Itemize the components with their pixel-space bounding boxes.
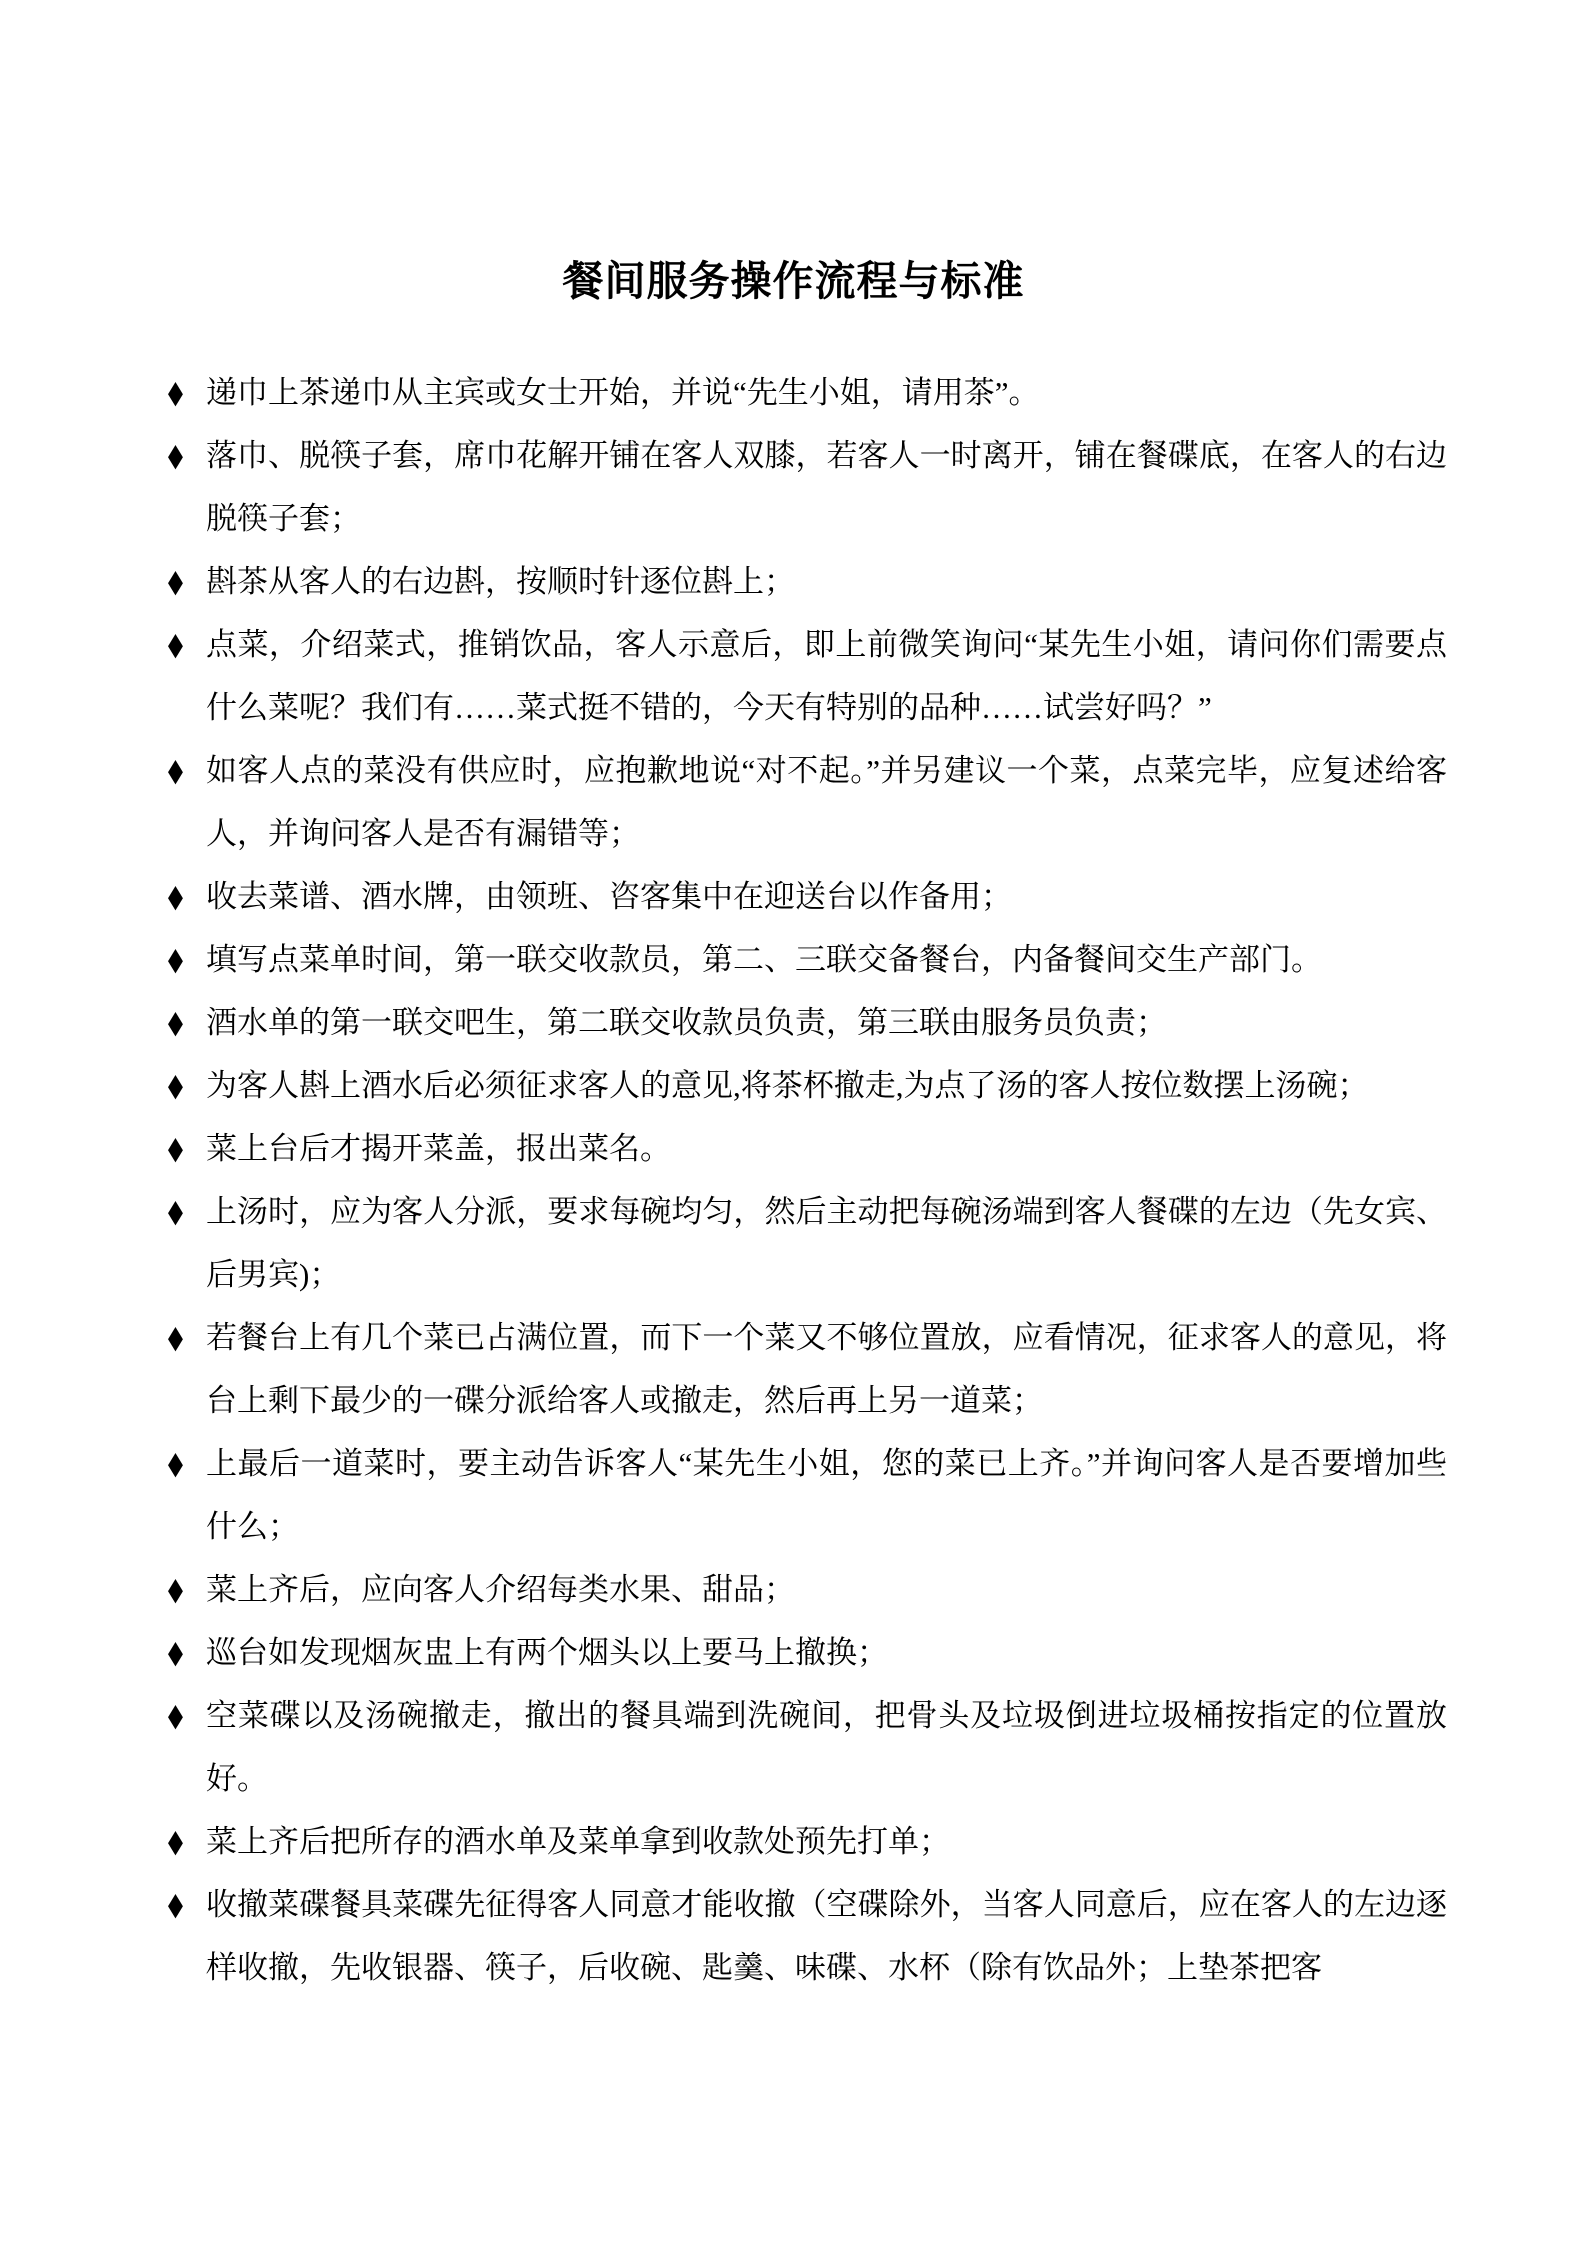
diamond-bullet-icon: ◆ — [168, 626, 183, 662]
list-item — [168, 424, 1447, 550]
diamond-bullet-icon: ◆ — [168, 437, 183, 473]
list-item — [168, 739, 1447, 865]
list-item-text: 收去菜谱、酒水牌，由领班、咨客集中在迎送台以作备用； — [206, 879, 1012, 914]
list-item — [168, 1621, 1447, 1684]
diamond-bullet-icon: ◆ — [168, 1634, 183, 1670]
diamond-bullet-icon: ◆ — [168, 1319, 183, 1355]
diamond-bullet-icon: ◆ — [168, 1697, 183, 1733]
diamond-bullet-icon: ◆ — [168, 1571, 183, 1607]
diamond-bullet-icon: ◆ — [168, 878, 183, 914]
diamond-bullet-icon: ◆ — [168, 941, 183, 977]
diamond-bullet-icon: ◆ — [168, 1130, 183, 1166]
diamond-bullet-icon: ◆ — [168, 1886, 183, 1922]
list-item-text: 上汤时，应为客人分派，要求每碗均匀，然后主动把每碗汤端到客人餐碟的左边（先女宾、后男宾)； — [206, 1194, 1447, 1292]
list-item-text: 收撤菜碟餐具菜碟先征得客人同意才能收撤（空碟除外，当客人同意后，应在客人的左边逐样收撤，先收银器、筷子，后收碗、匙羹、味碟、水杯（除有饮品外；上垫茶把客 — [206, 1887, 1447, 1985]
list-item-text: 上最后一道菜时，要主动告诉客人“某先生小姐，您的菜已上齐。”并询问客人是否要增加些什么； — [206, 1446, 1447, 1544]
list-item — [168, 1432, 1447, 1558]
list-item-text: 为客人斟上酒水后必须征求客人的意见,将茶杯撤走,为点了汤的客人按位数摆上汤碗； — [206, 1068, 1369, 1103]
list-item-text: 酒水单的第一联交吧生，第二联交收款员负责，第三联由服务员负责； — [206, 1005, 1167, 1040]
diamond-bullet-icon: ◆ — [168, 1004, 183, 1040]
list-item — [168, 1810, 1447, 1873]
list-item — [168, 1684, 1447, 1810]
bullet-list — [0, 361, 1587, 1999]
list-item-text: 点菜，介绍菜式，推销饮品，客人示意后，即上前微笑询问“某先生小姐，请问你们需要点什么菜呢？我们有……菜式挺不错的，今天有特别的品种……试尝好吗？” — [206, 627, 1447, 725]
list-item — [168, 1054, 1447, 1117]
list-item — [168, 1558, 1447, 1621]
list-item — [168, 613, 1447, 739]
diamond-bullet-icon: ◆ — [168, 1193, 183, 1229]
list-item — [168, 1180, 1447, 1306]
diamond-bullet-icon: ◆ — [168, 1823, 183, 1859]
list-item-text: 填写点菜单时间，第一联交收款员，第二、三联交备餐台，内备餐间交生产部门。 — [206, 942, 1322, 977]
list-item-text: 如客人点的菜没有供应时，应抱歉地说“对不起。”并另建议一个菜，点菜完毕，应复述给客人，并询问客人是否有漏错等； — [206, 753, 1447, 851]
list-item — [168, 991, 1447, 1054]
list-item — [168, 928, 1447, 991]
diamond-bullet-icon: ◆ — [168, 563, 183, 599]
page-title: 餐间服务操作流程与标准 — [562, 258, 1025, 304]
list-item — [168, 1306, 1447, 1432]
diamond-bullet-icon: ◆ — [168, 374, 183, 410]
list-item — [168, 361, 1447, 424]
diamond-bullet-icon: ◆ — [168, 1445, 183, 1481]
list-item-text: 菜上齐后，应向客人介绍每类水果、甜品； — [206, 1572, 795, 1607]
diamond-bullet-icon: ◆ — [168, 752, 183, 788]
list-item-text: 菜上台后才揭开菜盖，报出菜名。 — [206, 1131, 671, 1166]
list-item-text: 空菜碟以及汤碗撤走，撤出的餐具端到洗碗间，把骨头及垃圾倒进垃圾桶按指定的位置放好。 — [206, 1698, 1447, 1796]
list-item — [168, 1873, 1447, 1999]
list-item — [168, 1117, 1447, 1180]
list-item-text: 落巾、脱筷子套，席巾花解开铺在客人双膝，若客人一时离开，铺在餐碟底，在客人的右边脱筷子套； — [206, 438, 1447, 536]
list-item-text: 斟茶从客人的右边斟，按顺时针逐位斟上； — [206, 564, 795, 599]
diamond-bullet-icon: ◆ — [168, 1067, 183, 1103]
list-item — [168, 550, 1447, 613]
list-item-text: 递巾上茶递巾从主宾或女士开始，并说“先生小姐，请用茶”。 — [206, 375, 1040, 410]
list-item-text: 巡台如发现烟灰盅上有两个烟头以上要马上撤换； — [206, 1635, 888, 1670]
list-item-text: 若餐台上有几个菜已占满位置，而下一个菜又不够位置放，应看情况，征求客人的意见，将台上剩下最少的一碟分派给客人或撤走，然后再上另一道菜； — [206, 1320, 1447, 1418]
list-item — [168, 865, 1447, 928]
list-item-text: 菜上齐后把所存的酒水单及菜单拿到收款处预先打单； — [206, 1824, 950, 1859]
